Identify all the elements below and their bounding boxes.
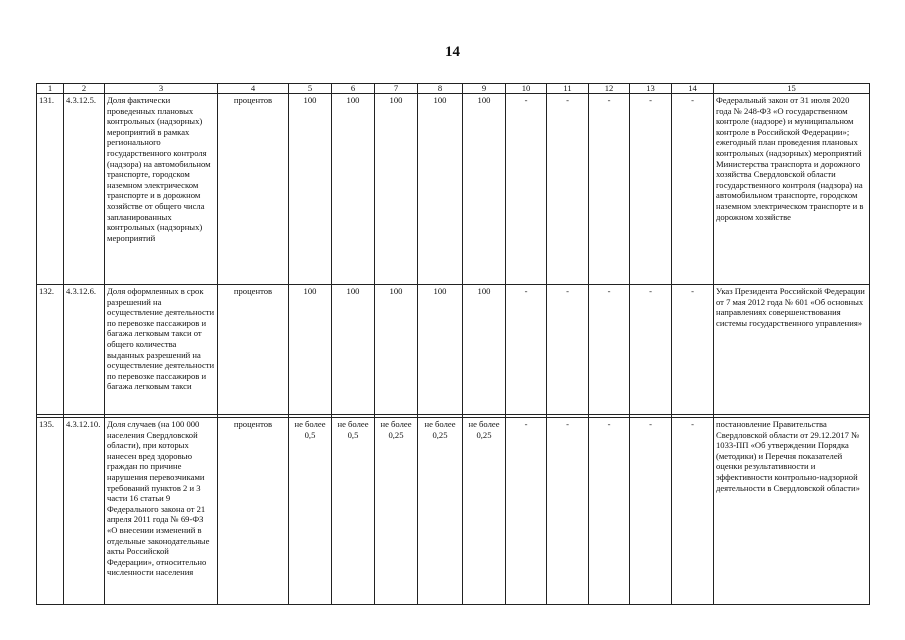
- value-cell: -: [630, 285, 672, 415]
- value-cell: 100: [375, 285, 418, 415]
- column-header: 1: [37, 84, 64, 94]
- value-cell: -: [547, 418, 589, 605]
- indicators-table: [36, 83, 870, 605]
- source-document: Указ Президента Российской Федерации от 7 мая 2012 года № 601 «Об основных направлениях совершенствования системы государственного управления»: [714, 285, 870, 415]
- column-header: 2: [64, 84, 105, 94]
- value-cell: -: [589, 285, 630, 415]
- value-cell: 100: [289, 94, 332, 285]
- row-code: 4.3.12.6.: [64, 285, 105, 415]
- value-cell: -: [506, 94, 547, 285]
- column-header: 6: [332, 84, 375, 94]
- value-cell: 100: [418, 285, 463, 415]
- value-cell: -: [506, 285, 547, 415]
- row-number: 131.: [37, 94, 64, 285]
- row-number: 132.: [37, 285, 64, 415]
- value-cell: -: [589, 418, 630, 605]
- value-cell: -: [672, 94, 714, 285]
- table-row: [37, 418, 870, 605]
- indicator-name: Доля случаев (на 100 000 населения Свердловской области), при которых нанесен вред здоровью граждан по причине нарушения перевозчиками требований пунктов 2 и 3 части 16 статьи 9 Федерального закона от 21 апреля 2011 года № 69-ФЗ «О внесении изменений в отдельные законодательные акты Российской Федерации», относительно численности населения: [105, 418, 218, 605]
- value-cell: не более 0,5: [332, 418, 375, 605]
- column-header: 15: [714, 84, 870, 94]
- table-row: [37, 94, 870, 285]
- row-code: 4.3.12.5.: [64, 94, 105, 285]
- column-header: 4: [218, 84, 289, 94]
- column-header: 3: [105, 84, 218, 94]
- value-cell: -: [672, 418, 714, 605]
- column-number-header: [37, 84, 870, 94]
- source-document: постановление Правительства Свердловской области от 29.12.2017 № 1033-ПП «Об утверждении Порядка (методики) и Перечня показателей оценки результативности и эффективности контрольно-надзорной деятельности в Свердловской области»: [714, 418, 870, 605]
- value-cell: 100: [463, 94, 506, 285]
- table-row: [37, 285, 870, 415]
- column-header: 8: [418, 84, 463, 94]
- value-cell: -: [672, 285, 714, 415]
- value-cell: не более 0,5: [289, 418, 332, 605]
- indicator-name: Доля оформленных в срок разрешений на осуществление деятельности по перевозке пассажиров и багажа легковым такси от общего количества выданных разрешений на осуществление деятельности по перевозке пассажиров и багажа легковым такси: [105, 285, 218, 415]
- value-cell: не более 0,25: [375, 418, 418, 605]
- value-cell: 100: [418, 94, 463, 285]
- column-header: 11: [547, 84, 589, 94]
- column-header: 5: [289, 84, 332, 94]
- column-header: 9: [463, 84, 506, 94]
- value-cell: 100: [463, 285, 506, 415]
- value-cell: -: [630, 94, 672, 285]
- value-cell: 100: [375, 94, 418, 285]
- source-document: Федеральный закон от 31 июля 2020 года № 248-ФЗ «О государственном контроле (надзоре) и муниципальном контроле в Российской Федерации»; ежегодный план проведения плановых контрольных (надзорных) мероприятий Министерства транспорта и дорожного хозяйства Свердловской области государственного контроля (надзора) на автомобильном транспорте, городском наземном электрическом транспорте и в дорожном хозяйстве: [714, 94, 870, 285]
- row-number: 135.: [37, 418, 64, 605]
- unit-cell: процентов: [218, 418, 289, 605]
- value-cell: -: [630, 418, 672, 605]
- column-header: 13: [630, 84, 672, 94]
- value-cell: -: [547, 285, 589, 415]
- column-header: 12: [589, 84, 630, 94]
- column-header: 7: [375, 84, 418, 94]
- value-cell: 100: [289, 285, 332, 415]
- value-cell: 100: [332, 285, 375, 415]
- page-number: 14: [445, 44, 460, 60]
- value-cell: -: [589, 94, 630, 285]
- unit-cell: процентов: [218, 94, 289, 285]
- value-cell: не более 0,25: [418, 418, 463, 605]
- row-code: 4.3.12.10.: [64, 418, 105, 605]
- column-header: 14: [672, 84, 714, 94]
- value-cell: 100: [332, 94, 375, 285]
- indicator-name: Доля фактически проведенных плановых контрольных (надзорных) мероприятий в рамках регионального государственного контроля (надзора) на автомобильном транспорте, городском наземном электрическом транспорте и в дорожном хозяйстве от общего числа запланированных контрольных (надзорных) мероприятий: [105, 94, 218, 285]
- column-header: 10: [506, 84, 547, 94]
- unit-cell: процентов: [218, 285, 289, 415]
- value-cell: -: [506, 418, 547, 605]
- value-cell: не более 0,25: [463, 418, 506, 605]
- value-cell: -: [547, 94, 589, 285]
